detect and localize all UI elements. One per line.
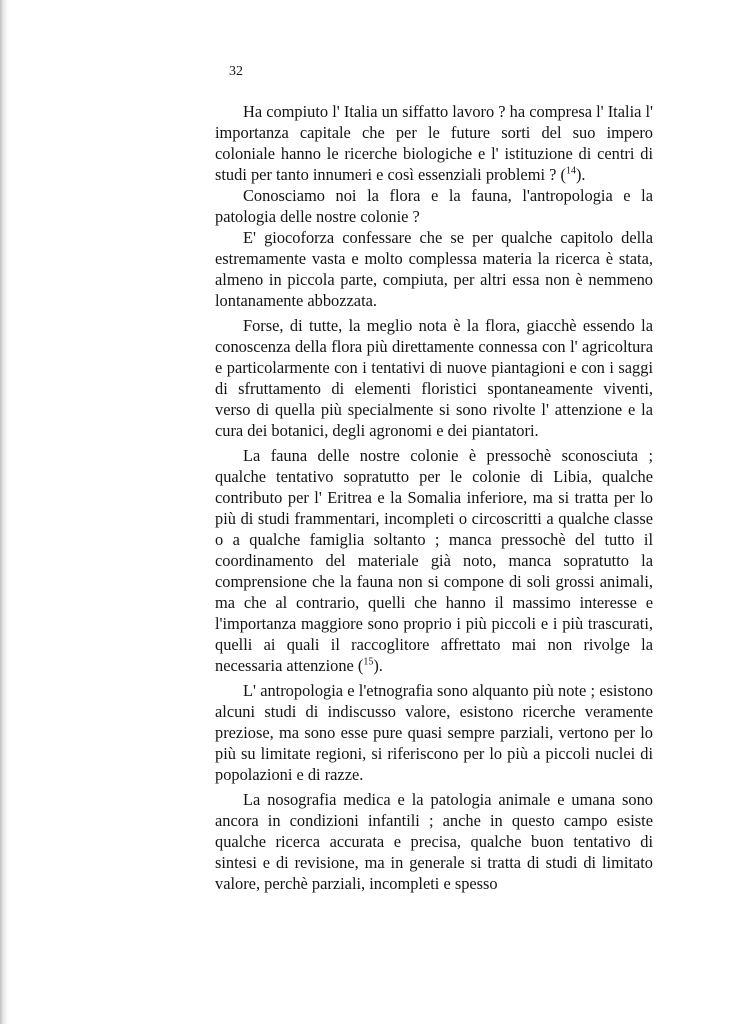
paragraph-tail: ). bbox=[575, 165, 586, 184]
paragraph-tail: ). bbox=[373, 656, 383, 675]
footnote-ref-15[interactable]: 15 bbox=[363, 656, 374, 668]
footnote-ref-14[interactable]: 14 bbox=[565, 165, 576, 177]
paragraph-text: Forse, di tutte, la meglio nota è la flora, giacchè essendo la conoscenza della flora più direttamente connessa con l' agricoltura e particolarmente con i tentativi di nuove piantagioni e con i saggi di sfruttamento di elementi floristici spontaneamente viventi, verso di quella più specialmente si sono rivolte l' attenzione e la cura dei botanici, degli agronomi e dei piantatori. bbox=[215, 316, 653, 440]
paragraph-text: La fauna delle nostre colonie è pressochè sconosciuta ; qualche tentativo sopratutto per le colonie di Libia, qualche contributo per l' Eritrea e la Somalia inferiore, ma si tratta per lo più di studi frammentari, incompleti o circoscritti a qualche classe o a qualche famiglia soltanto ; manca pressochè del tutto il coordinamento del materiale già noto, manca sopratutto la comprensione che la fauna non si compone di soli grossi animali, ma che al contrario, quelli che hanno il massimo interesse e l'importanza maggiore sono proprio i più piccoli e i più trascurati, quelli ai quali il raccoglitore affrettato mai non rivolge la necessaria attenzione ( bbox=[215, 446, 653, 675]
paragraph-3 bbox=[215, 227, 653, 311]
paragraph-text: Ha compiuto l' Italia un siffatto lavoro ? ha compresa l' Italia l' importanza capitale che per le future sorti del suo impero coloniale hanno le ricerche biologiche e l' istituzione di centri di studi per tanto innumeri e così essenziali problemi ? ( bbox=[215, 102, 653, 184]
paragraph-text: L' antropologia e l'etnografia sono alquanto più note ; esistono alcuni studi di indiscusso valore, esistono ricerche veramente preziose, ma sono esse pure quasi sempre parziali, vertono per lo più su limitate regioni, si riferiscono per lo più a piccoli nuclei di popolazioni e di razze. bbox=[215, 681, 653, 784]
paragraph-text: E' giocoforza confessare che se per qualche capitolo della estremamente vasta e molto complessa materia la ricerca è stata, almeno in piccola parte, compiuta, per altri essa non è nemmeno lontanamente abbozzata. bbox=[215, 228, 653, 310]
paragraph-4 bbox=[215, 315, 653, 441]
paragraph-5 bbox=[215, 445, 653, 676]
paragraph-7 bbox=[215, 789, 653, 894]
page-number: 32 bbox=[229, 64, 243, 79]
body-text bbox=[215, 101, 653, 894]
paragraph-1 bbox=[215, 101, 653, 185]
paragraph-6 bbox=[215, 680, 653, 785]
paragraph-2 bbox=[215, 185, 653, 227]
paragraph-text: La nosografia medica e la patologia animale e umana sono ancora in condizioni infantili ; anche in questo campo esiste qualche ricerca accurata e precisa, qualche buon tentativo di sintesi e di revisione, ma in generale si tratta di studi di limitato valore, perchè parziali, incompleti e spesso bbox=[215, 790, 653, 893]
paragraph-text: Conosciamo noi la flora e la fauna, l'antropologia e la patologia delle nostre colonie ? bbox=[215, 186, 653, 226]
page-binding-edge bbox=[0, 0, 10, 1024]
